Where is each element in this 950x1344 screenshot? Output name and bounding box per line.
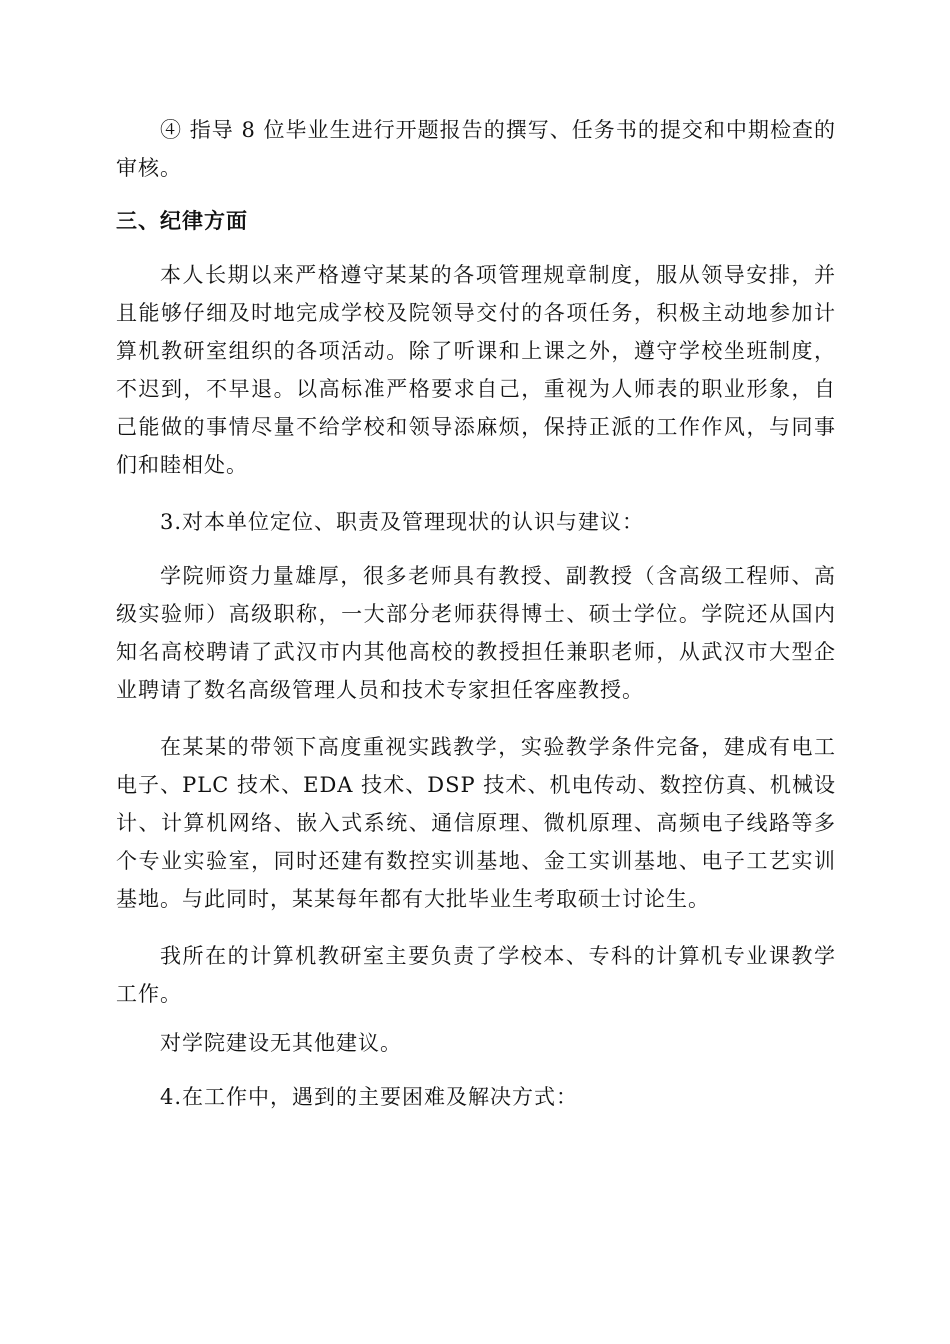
paragraph-department: 我所在的计算机教研室主要负责了学校本、专科的计算机专业课教学工作。 bbox=[116, 944, 836, 1006]
paragraph-suggestions: 对学院建设无其他建议。 bbox=[160, 1031, 402, 1055]
paragraph-item-4-title: 4.在工作中，遇到的主要困难及解决方式： bbox=[160, 1085, 579, 1109]
paragraph-discipline: 本人长期以来严格遵守某某的各项管理规章制度，服从领导安排，并且能够仔细及时地完成学校及院领导交付的各项任务，积极主动地参加计算机教研室组织的各项活动。除了听课和上课之外，遵守学校坐班制度，不迟到，不早退。以高标准严格要求自己，重视为人师表的职业形象，自己能做的事情尽量不给学校和领导添麻烦，保持正派的工作作风，与同事们和睦相处。 bbox=[116, 263, 836, 477]
paragraph-labs: 在某某的带领下高度重视实践教学，实验教学条件完备，建成有电工电子、PLC 技术、EDA 技术、DSP 技术、机电传动、数控仿真、机械设计、计算机网络、嵌入式系统、通信原理、微机原理、高频电子线路等多个专业实验室，同时还建有数控实训基地、金工实训基地、电子工艺实训基地。与此同时，某某每年都有大批毕业生考取硕士讨论生。 bbox=[116, 735, 836, 911]
section-heading-discipline: 三、纪律方面 bbox=[116, 209, 248, 233]
paragraph-faculty: 学院师资力量雄厚，很多老师具有教授、副教授（含高级工程师、高级实验师）高级职称，一大部分老师获得博士、硕士学位。学院还从国内知名高校聘请了武汉市内其他高校的教授担任兼职老师，从武汉市大型企业聘请了数名高级管理人员和技术专家担任客座教授。 bbox=[116, 564, 836, 702]
paragraph-thesis-guidance: ④ 指导 8 位毕业生进行开题报告的撰写、任务书的提交和中期检查的审核。 bbox=[116, 118, 836, 180]
paragraph-item-3-title: 3.对本单位定位、职责及管理现状的认识与建议： bbox=[160, 510, 645, 534]
